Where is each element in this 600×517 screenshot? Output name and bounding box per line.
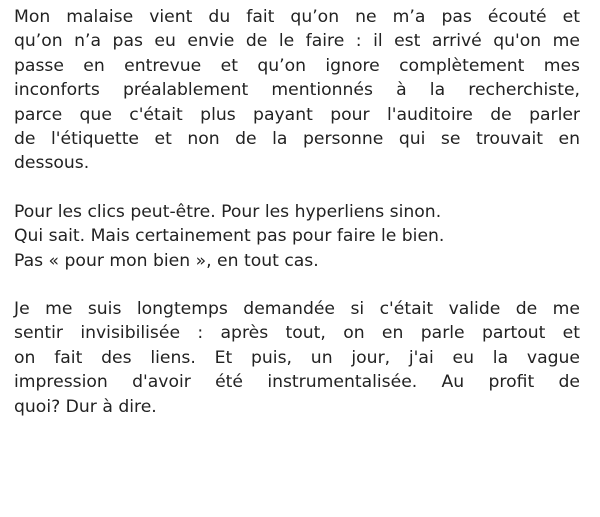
text-line: de l'étiquette et non de la personne qui se trouvait en (14, 129, 580, 150)
text-line: Qui sait. Mais certainement pas pour faire le bien. (14, 226, 445, 247)
text-line: on fait des liens. Et puis, un jour, j'ai eu la vague (14, 347, 580, 368)
text-line: parce que c'était plus payant pour l'auditoire de parler (14, 104, 580, 125)
text-line: impression d'avoir été instrumentalisée. Au profit de (14, 372, 580, 393)
text-line: qu’on n’a pas eu envie de le faire : il est arrivé qu'on me (14, 31, 580, 52)
text-line: Mon malaise vient du fait qu’on ne m’a pas écouté et (14, 7, 580, 27)
text-line: dessous. (14, 153, 90, 174)
text-line: Pas « pour mon bien », en tout cas. (14, 250, 319, 271)
paragraph-2 (14, 200, 580, 273)
text-line: inconforts préalablement mentionnés à la recherchiste, (14, 80, 580, 101)
paragraph-3 (14, 297, 580, 419)
text-line: sentir invisibilisée : après tout, on en parle partout et (14, 323, 580, 344)
text-line: Pour les clics peut-être. Pour les hyperliens sinon. (14, 201, 442, 222)
paragraph-1 (14, 5, 580, 176)
text-line: Je me suis longtemps demandée si c'était valide de me (14, 299, 580, 320)
text-line: passe en entrevue et qu’on ignore complètement mes (14, 55, 580, 76)
text-line: quoi? Dur à dire. (14, 396, 157, 417)
